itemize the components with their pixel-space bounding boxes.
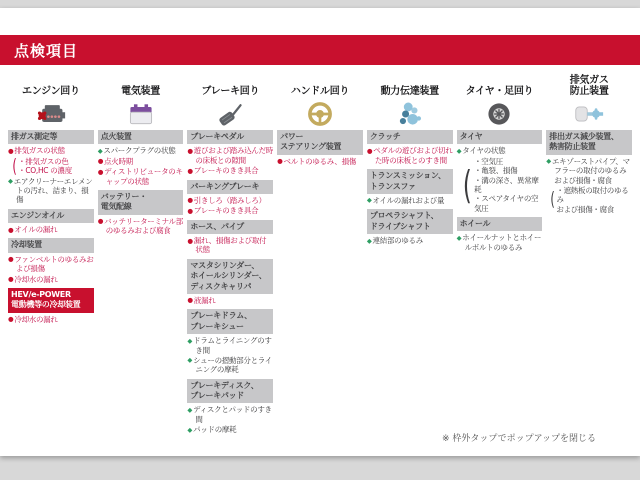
checklist-item: ◆エアクリーナーエレメントの汚れ、詰まり、損傷 [8,176,93,205]
section-header: トランスミッション、 トランスファ [367,169,453,194]
checklist-item: ●液漏れ [187,295,216,305]
column-title: 動力伝達装置 [380,85,439,97]
circle-bullet-icon: ● [187,196,193,205]
checklist-item: ●ベルトのゆるみ、損傷 [277,156,356,166]
section [187,220,273,255]
column [367,74,453,439]
section-header: 排ガス測定等 [8,130,94,144]
checklist-item: ●冷却水の漏れ [8,314,58,324]
circle-bullet-icon: ● [97,217,104,226]
section [8,130,94,205]
section [8,238,94,284]
engine-icon [8,97,94,130]
circle-bullet-icon: ● [97,157,104,166]
column [98,74,184,439]
checklist-item: ◆エキゾーストパイプ、マフラーの取付のゆるみおよび損傷・腐食 [546,156,630,185]
section [98,130,184,186]
diamond-bullet-icon: ◆ [366,236,372,245]
column [187,74,273,439]
diamond-bullet-icon: ◆ [187,405,193,414]
section-header: マスタシリンダー、 ホイールシリンダー、 ディスクキャリパ [187,259,273,294]
checklist-item: ●排気ガスの状態 [8,146,65,156]
checklist-item: ●遊びおよび踏み込んだ時の床板との隙間 [187,146,273,165]
section-header: クラッチ [367,130,453,144]
brake-pedal-icon [187,97,273,130]
sub-item-group: ( ・排気ガスの色 ・CO,HC の濃度 [12,154,72,177]
checklist-item: ●オイルの漏れ [8,225,58,235]
circle-bullet-icon: ● [97,167,104,176]
section-header: ブレーキドラム、 ブレーキシュー [187,309,273,334]
circle-bullet-icon: ● [277,157,283,166]
diamond-bullet-icon: ◆ [456,233,462,242]
section [8,288,94,324]
section [367,209,453,245]
column [457,74,543,439]
sub-item-group: ( ・空気圧 ・亀裂、損傷 ・溝の深さ、異常摩耗 ・スペアタイヤの空気圧 [462,156,539,213]
circle-bullet-icon: ● [187,296,193,305]
checklist-item: ◆パッドの摩耗 [187,425,237,435]
close-hint: ※ 枠外タップでポップアップを閉じる [441,434,596,444]
section [457,130,543,213]
circle-bullet-icon: ● [8,146,14,155]
inspection-popup [0,8,640,456]
section-header: ホース、パイプ [187,220,273,234]
section [98,190,184,236]
section-header: ブレーキディスク、 ブレーキパッド [187,379,273,404]
checklist-item: ●バッテリーターミナル部のゆるみおよび腐食 [97,216,183,236]
diamond-bullet-icon: ◆ [366,196,372,205]
checklist-item: ●引きしろ（踏みしろ） [187,195,266,205]
section-header: タイヤ [457,130,543,144]
tire-icon [457,97,543,130]
column [8,74,94,439]
section [187,309,273,374]
circle-bullet-icon: ● [187,236,193,245]
sub-item-group: ( ・遮熱板の取付のゆるみ および損傷・腐食 [550,185,629,214]
checklist-item: ◆スパークプラグの状態 [97,146,176,156]
checklist-item: ●漏れ、損傷および取付状態 [187,236,267,255]
paren-bracket: ( [550,188,555,211]
checklist-item: ●ペダルの遊びおよび切れた時の床板とのすき間 [366,146,453,165]
steering-wheel-icon [277,97,363,130]
section-header: パワー ステアリング装置 [277,130,363,155]
checklist-item: ◆シューの摺動部分とライニングの摩耗 [187,355,272,375]
paren-bracket: ( [462,162,472,207]
section [187,379,273,435]
circle-bullet-icon: ● [8,275,14,284]
diamond-bullet-icon: ◆ [8,177,13,186]
circle-bullet-icon: ● [187,146,193,155]
circle-bullet-icon: ● [187,206,193,215]
column [277,74,363,439]
checklist-item: ◆ホイールナットとホイールボルトのゆるみ [456,233,542,252]
circle-bullet-icon: ● [8,255,14,264]
section [457,217,543,252]
checklist-item: ◆タイヤの状態 [456,146,506,156]
section-header: 排出ガス減少装置、 熱害防止装置 [546,130,632,155]
section-header: ホイール [457,217,543,231]
diamond-bullet-icon: ◆ [187,425,193,434]
section [8,209,94,235]
section [187,259,273,306]
muffler-icon [546,97,632,130]
section [367,169,453,205]
section-header: HEV/e-POWER 電動機等の冷却装置 [8,288,94,313]
diamond-bullet-icon: ◆ [546,157,551,166]
column [546,74,632,439]
checklist-item: ●ディストリビュータのキャップの状態 [97,167,183,186]
diamond-bullet-icon: ◆ [97,146,103,155]
section [187,130,273,176]
column-title: ハンドル回り [290,85,350,97]
checklist-item: ●点火時期 [97,156,133,166]
circle-bullet-icon: ● [8,225,14,234]
section-header: 冷却装置 [8,238,94,252]
circle-bullet-icon: ● [8,315,14,324]
circle-bullet-icon: ● [187,166,193,175]
circle-bullet-icon: ● [366,146,373,155]
section-header: エンジンオイル [8,209,94,223]
column-title: ブレーキ回り [201,85,260,97]
section [187,180,273,216]
column-title: エンジン回り [22,85,80,97]
transmission-icon [367,97,453,130]
column-title: タイヤ・足回り [465,85,534,97]
section-header: プロペラシャフト、 ドライブシャフト [367,209,453,234]
checklist-item: ◆オイルの漏れおよび量 [366,195,445,205]
section-header: ブレーキペダル [187,130,273,144]
battery-icon [98,97,184,130]
page-title: 点検項目 [14,41,79,60]
diamond-bullet-icon: ◆ [187,336,193,345]
column-title: 排気ガス 防止装置 [569,74,609,97]
checklist-item: ◆ドラムとライニングのすき間 [187,336,272,355]
diamond-bullet-icon: ◆ [456,146,462,155]
section [546,130,632,214]
section [367,130,453,165]
popup-header-bar [0,35,640,65]
paren-bracket: ( [12,154,17,177]
checklist-item: ●ブレーキのきき具合 [187,206,259,216]
column-title: 電気装置 [121,85,160,97]
section [277,130,363,166]
section-header: 点火装置 [98,130,184,144]
checklist-item: ●冷却水の漏れ [8,274,58,284]
section-header: バッテリー・ 電気配線 [98,190,184,215]
checklist-item: ●ファンベルトのゆるみおよび損傷 [8,254,94,274]
columns-grid [8,74,632,439]
checklist-item: ●ブレーキのきき具合 [187,166,259,176]
diamond-bullet-icon: ◆ [187,356,193,365]
checklist-item: ◆ディスクとパッドのすき間 [187,405,272,424]
section-header: パーキングブレーキ [187,180,273,194]
checklist-item: ◆連結部のゆるみ [366,236,423,246]
